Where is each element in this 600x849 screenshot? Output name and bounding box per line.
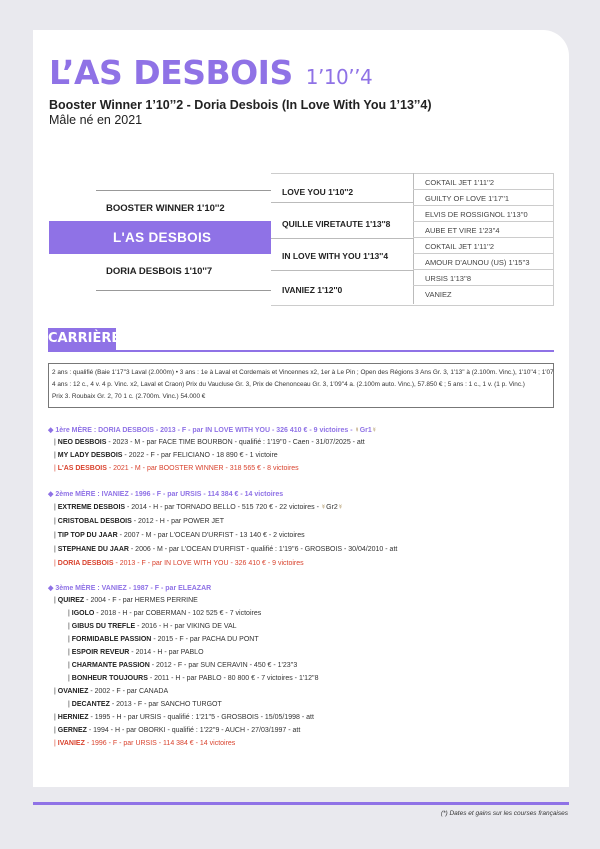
horse-record: 1’10’’4 [305, 65, 373, 89]
pedigree-great-4: AUBE ET VIRE 1'23''4 [413, 223, 553, 238]
pedigree-grandsire-2: IN LOVE WITH YOU 1'13''4 [271, 239, 414, 271]
parents-line: Booster Winner 1’10’’2 - Doria Desbois (In Love With You 1’13’’4) [49, 98, 432, 112]
list-item: | STEPHANE DU JAAR - 2006 - M - par L'OCEAN D'URFIST - qualifié : 1'19''6 - GROSBOIS - 30/04/2010 - att [54, 546, 398, 553]
career-box [48, 363, 554, 408]
footer-divider [33, 802, 569, 805]
list-item: | IGOLO - 2018 - H - par COBERMAN - 102 525 € - 7 victoires [68, 610, 262, 617]
list-item-highlight: | IVANIEZ - 1996 - F - par URSIS - 114 384 € - 14 victoires [54, 740, 236, 747]
career-line-1: 2 ans : qualifié (Baie 1'17''3 Laval (2.000m) • 3 ans : 1e à Laval et Cordemais et Vincennes x2, 1er à Le Pin ; Open des Régions 3 Ans Gr. 3, 1'13'' à (2.100m. Vinc.), 1'10''4 ; 1'07 [52, 369, 554, 376]
list-item: | NEO DESBOIS - 2023 - M - par FACE TIME BOURBON - qualifié : 1'19''0 - Caen - 31/07/2025 - att [54, 439, 365, 446]
footer-note: (*) Dates et gains sur les courses françaises [440, 810, 568, 817]
third-dam-heading: ◆ 3ème MÈRE : VANIEZ - 1987 - F - par ELEAZAR [48, 585, 212, 592]
page-card [33, 30, 569, 787]
pedigree-great-5: COKTAIL JET 1'11''2 [413, 239, 553, 254]
pedigree-grandsire-1: LOVE YOU 1'10''2 [271, 173, 414, 203]
list-item: | HERNIEZ - 1995 - H - par URSIS - qualifié : 1'21''5 - GROSBOIS - 15/05/1998 - att [54, 714, 314, 721]
list-item: | ESPOIR REVEUR - 2014 - H - par PABLO [68, 649, 204, 656]
pedigree-great-2: GUILTY OF LOVE 1'17''1 [413, 191, 553, 206]
list-item: | MY LADY DESBOIS - 2022 - F - par FELICIANO - 18 890 € - 1 victoire [54, 452, 278, 459]
medal-icon: ☿ [320, 504, 327, 511]
pedigree-great-6: AMOUR D'AUNOU (US) 1'15''3 [413, 255, 553, 270]
list-item: | OVANIEZ - 2002 - F - par CANADA [54, 688, 169, 695]
pedigree-dam: DORIA DESBOIS 1'10''7 [96, 254, 271, 291]
pedigree-great-1: COKTAIL JET 1'11''2 [413, 175, 553, 190]
pedigree-granddam-2: IVANIEZ 1'12''0 [271, 271, 414, 304]
list-item: | EXTREME DESBOIS - 2014 - H - par TORNADO BELLO - 515 720 € - 22 victoires - ☿Gr2☿ [54, 504, 344, 511]
list-item: | TIP TOP DU JAAR - 2007 - M - par L'OCEAN D'URFIST - 13 140 € - 2 victoires [54, 532, 305, 539]
career-divider [48, 350, 554, 352]
career-line-2: 4 ans : 12 c., 4 v. 4 p. Vinc. x2, Laval et Craon) Prix du Vaucluse Gr. 3, Prix de Chenonceau Gr. 3, 1'09''4 a. (2.100m auto. Vinc.), 57.850 € ; 5 ans : 1 c., 1 v. (1 p. Vinc.) [52, 381, 525, 388]
list-item: | CRISTOBAL DESBOIS - 2012 - H - par POWER JET [54, 518, 224, 525]
pedigree-sire: BOOSTER WINNER 1'10''2 [96, 190, 271, 239]
list-item: | DECANTEZ - 2013 - F - par SANCHO TURGOT [68, 701, 222, 708]
second-dam-heading: ◆ 2ème MÈRE : IVANIEZ - 1996 - F - par URSIS - 114 384 € - 14 victoires [48, 491, 284, 498]
pedigree-great-8: VANIEZ [425, 290, 452, 299]
list-item: | GIBUS DU TREFLE - 2016 - H - par VIKING DE VAL [68, 623, 237, 630]
horse-title: L’AS DESBOIS 1’10’’4 [49, 53, 373, 92]
list-item: | FORMIDABLE PASSION - 2015 - F - par PACHA DU PONT [68, 636, 259, 643]
pedigree-granddam-1: QUILLE VIRETAUTE 1'13''8 [271, 203, 414, 239]
pedigree-great-3: ELVIS DE ROSSIGNOL 1'13''0 [413, 207, 553, 222]
pedigree-subject: L'AS DESBOIS [49, 221, 271, 254]
list-item: | BONHEUR TOUJOURS - 2011 - H - par PABLO - 80 800 € - 7 victoires - 1'12''8 [68, 675, 319, 682]
list-item: | QUIREZ - 2004 - F - par HERMES PERRINE [54, 597, 198, 604]
list-item-highlight: | L'AS DESBOIS - 2021 - M - par BOOSTER WINNER - 318 565 € - 8 victoires [54, 465, 299, 472]
list-item: | GERNEZ - 1994 - H - par OBORKI - qualifié : 1'22''9 - AUCH - 27/03/1997 - att [54, 727, 301, 734]
career-line-3: Prix 3. Roubaix Gr. 2, 70 1 c. (2.700m. Vinc.) 54.000 € [52, 393, 206, 400]
first-dam-heading: ◆ 1ère MÈRE : DORIA DESBOIS - 2013 - F - par IN LOVE WITH YOU - 326 410 € - 9 victoires - ☿Gr1☿ [48, 427, 378, 434]
pedigree-great-7: URSIS 1'13''8 [413, 271, 553, 286]
career-heading: CARRIÈRE [48, 328, 116, 350]
list-item: | CHARMANTE PASSION - 2012 - F - par SUN CERAVIN - 450 € - 1'23''3 [68, 662, 298, 669]
list-item-highlight: | DORIA DESBOIS - 2013 - F - par IN LOVE WITH YOU - 326 410 € - 9 victoires [54, 560, 304, 567]
medal-icon: ☿ [354, 427, 360, 434]
birth-line: Mâle né en 2021 [49, 113, 143, 127]
